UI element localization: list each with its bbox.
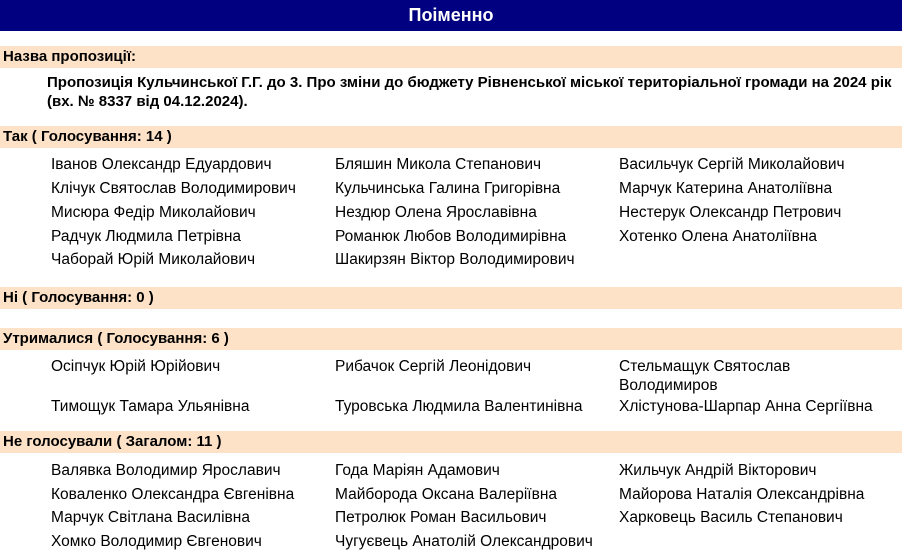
voter-name: Майорова Наталія Олександрівна xyxy=(619,486,865,503)
voter-name: Хотенко Олена Анатоліївна xyxy=(619,228,818,245)
voter-name: Чугуєвець Анатолій Олександрович xyxy=(335,533,593,550)
proposal-label: Назва пропозиції: xyxy=(0,46,902,68)
voter-name: Стельмащук Святослав Володимиров xyxy=(619,358,791,394)
voter-name: Осіпчук Юрій Юрійович xyxy=(51,358,221,375)
group-header-yes: Так ( Голосування: 14 ) xyxy=(0,126,902,148)
group-header-not-voted: Не голосували ( Загалом: 11 ) xyxy=(0,431,902,453)
voter-name: Года Маріян Адамович xyxy=(335,462,500,479)
voter-name: Бляшин Микола Степанович xyxy=(335,156,542,173)
voter-name: Хлістунова-Шарпар Анна Сергіївна xyxy=(619,398,873,415)
voter-name: Марчук Світлана Василівна xyxy=(51,509,250,526)
group-header-abstained: Утрималися ( Голосування: 6 ) xyxy=(0,328,902,350)
voter-name: Чаборай Юрій Миколайович xyxy=(51,251,256,268)
voter-name: Кульчинська Галина Григорівна xyxy=(335,180,561,197)
voter-name: Харковець Василь Степанович xyxy=(619,509,843,526)
voter-name: Мисюра Федір Миколайович xyxy=(51,204,256,221)
voter-name: Романюк Любов Володимирівна xyxy=(335,228,567,245)
page-title: Поіменно xyxy=(0,0,902,31)
voter-name: Шакирзян Віктор Володимирович xyxy=(335,251,575,268)
voter-name: Марчук Катерина Анатоліївна xyxy=(619,180,833,197)
voter-name: Майборода Оксана Валеріївна xyxy=(335,486,558,503)
voter-name: Коваленко Олександра Євгенівна xyxy=(51,486,295,503)
group-header-no: Ні ( Голосування: 0 ) xyxy=(0,287,902,309)
voter-name: Нестерук Олександр Петрович xyxy=(619,204,842,221)
voter-name: Жильчук Андрій Вікторович xyxy=(619,462,817,479)
voter-name: Нездюр Олена Ярославівна xyxy=(335,204,537,221)
voter-name: Тимощук Тамара Ульянівна xyxy=(51,398,250,415)
voter-name: Туровська Людмила Валентинівна xyxy=(335,398,583,415)
voter-name: Рибачок Сергій Леонідович xyxy=(335,358,532,375)
voter-name: Петролюк Роман Васильович xyxy=(335,509,547,526)
voter-name: Васильчук Сергій Миколайович xyxy=(619,156,845,173)
voter-name: Валявка Володимир Ярославич xyxy=(51,462,281,479)
voter-name: Клічук Святослав Володимирович xyxy=(51,180,296,197)
voter-name: Радчук Людмила Петрівна xyxy=(51,228,242,245)
voter-name: Іванов Олександр Едуардович xyxy=(51,156,272,173)
proposal-text: Пропозиція Кульчинської Г.Г. до 3. Про зміни до бюджету Рівненської міської територіальної громади на 2024 рік (вх. № 8337 від 04.12.2024). xyxy=(47,74,892,110)
voter-name: Хомко Володимир Євгенович xyxy=(51,533,262,550)
